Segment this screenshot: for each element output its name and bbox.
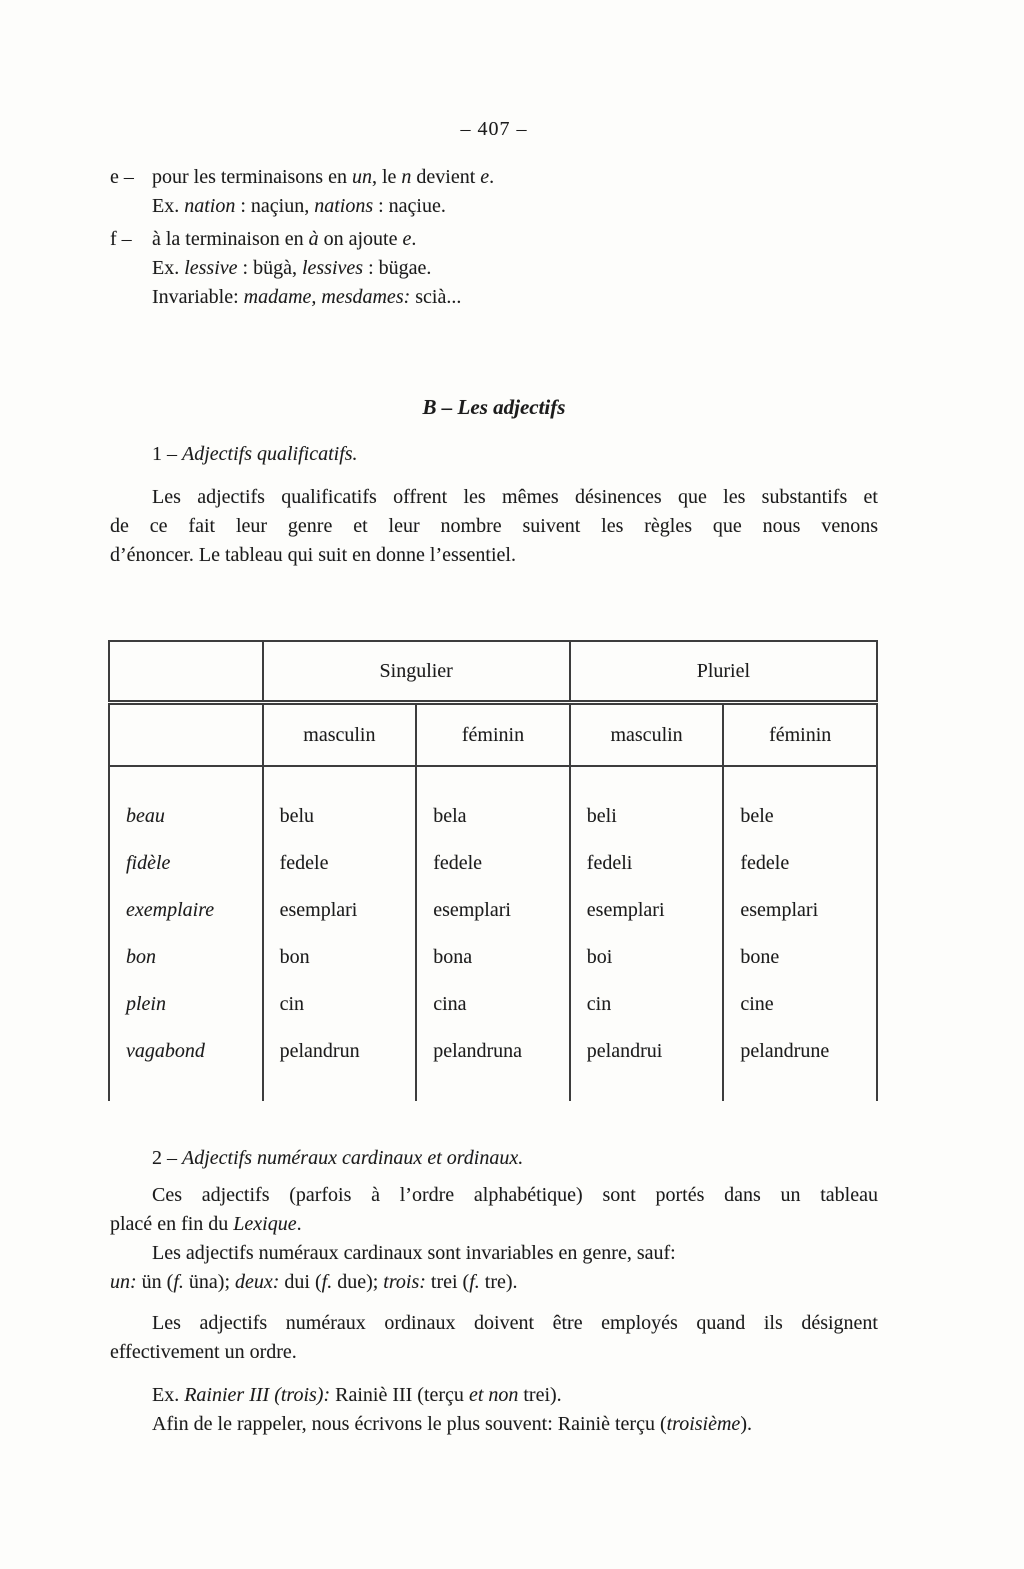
table-header-singulier: Singulier [263,641,570,703]
paragraph-line: Les adjectifs numéraux cardinaux sont invariables en genre, sauf: [152,1242,676,1264]
paragraph-line: Ces adjectifs (parfois à l’ordre alphabétique) sont portés dans un tableau [152,1184,878,1206]
section-b-heading: B – Les adjectifs [422,395,566,419]
cell: bela [416,766,570,840]
cell: beli [570,766,724,840]
cell: esemplari [570,887,724,934]
paragraph-line: Ex. Rainier III (trois): Rainiè III (terçu et non trei). [152,1384,562,1406]
paragraph-ordinaux [110,1309,878,1367]
list-item-f-body [152,225,878,312]
cell: bon [263,934,417,981]
row-label: vagabond [109,1028,263,1101]
table-row [109,887,877,934]
list-item-e-body [152,163,878,221]
paragraph-line: un: ün (f. üna); deux: dui (f. due); trois: trei (f. tre). [110,1271,518,1293]
cell: fedele [416,840,570,887]
row-label: beau [109,766,263,840]
terminaisons-list [110,163,878,312]
list-item-f-text: à la terminaison en à on ajoute e. [152,228,417,250]
cell: pelandrun [263,1028,417,1101]
list-item-e-text: pour les terminaisons en un, le n devient e. [152,166,495,188]
paragraph-line: Les adjectifs numéraux ordinaux doivent être employés quand ils désignent [152,1312,878,1334]
cell: pelandrune [723,1028,877,1101]
row-label: exemplaire [109,887,263,934]
paragraph-line: Les adjectifs qualificatifs offrent les mêmes désinences que les substantifs et [152,486,878,508]
cell: bona [416,934,570,981]
table-header-plur-feminin: féminin [723,703,877,767]
table-row [109,840,877,887]
cell: pelandruna [416,1028,570,1101]
cell: esemplari [723,887,877,934]
paragraph-line: de ce fait leur genre et leur nombre suivent les règles que nous venons [110,515,878,537]
paragraph-ces-adjectifs [110,1181,878,1297]
table-header-sing-masculin: masculin [263,703,417,767]
cell: bone [723,934,877,981]
table-subheader-row [109,703,877,767]
cell: pelandrui [570,1028,724,1101]
cell: cin [263,981,417,1028]
paragraph-line: effectivement un ordre. [110,1341,297,1363]
cell: esemplari [263,887,417,934]
list-item-f-example: Ex. lessive : bügà, lessives : bügae. [152,257,432,279]
row-label: plein [109,981,263,1028]
cell: bele [723,766,877,840]
cell: fedele [723,840,877,887]
list-item-f-invariable: Invariable: madame, mesdames: scià... [152,286,462,308]
row-label: fidèle [109,840,263,887]
paragraph-qualificatifs [110,483,878,570]
table-header-sing-feminin: féminin [416,703,570,767]
cell: fedeli [570,840,724,887]
table-header-pluriel: Pluriel [570,641,877,703]
cell: belu [263,766,417,840]
subsection-1-heading: 1 – Adjectifs qualificatifs. [152,443,358,465]
paragraph-line: Afin de le rappeler, nous écrivons le plus souvent: Rainiè terçu (troisième). [152,1413,752,1435]
cell: cine [723,981,877,1028]
table-corner-cell [109,641,263,703]
paragraph-line: d’énoncer. Le tableau qui suit en donne l’essentiel. [110,544,516,566]
cell: esemplari [416,887,570,934]
cell: boi [570,934,724,981]
list-item-f [110,225,878,312]
page-number: – 407 – [460,118,528,140]
paragraph-exemple-rainier [110,1381,878,1439]
table-header-plur-masculin: masculin [570,703,724,767]
row-label: bon [109,934,263,981]
subsection-2-heading: 2 – Adjectifs numéraux cardinaux et ordinaux. [152,1147,524,1169]
table-row [109,1028,877,1101]
table-row [109,934,877,981]
table-row [109,981,877,1028]
adjectives-declension-table [108,640,878,1101]
table-corner-cell [109,703,263,767]
list-item-f-marker: f – [110,228,132,250]
table-group-header-row [109,641,877,703]
cell: cina [416,981,570,1028]
list-item-e-example: Ex. nation : naçiun, nations : naçiue. [152,195,446,217]
cell: cin [570,981,724,1028]
list-item-e-marker: e – [110,166,134,188]
list-item-e [110,163,878,221]
table-row [109,766,877,840]
paragraph-line: placé en fin du Lexique. [110,1213,302,1235]
cell: fedele [263,840,417,887]
